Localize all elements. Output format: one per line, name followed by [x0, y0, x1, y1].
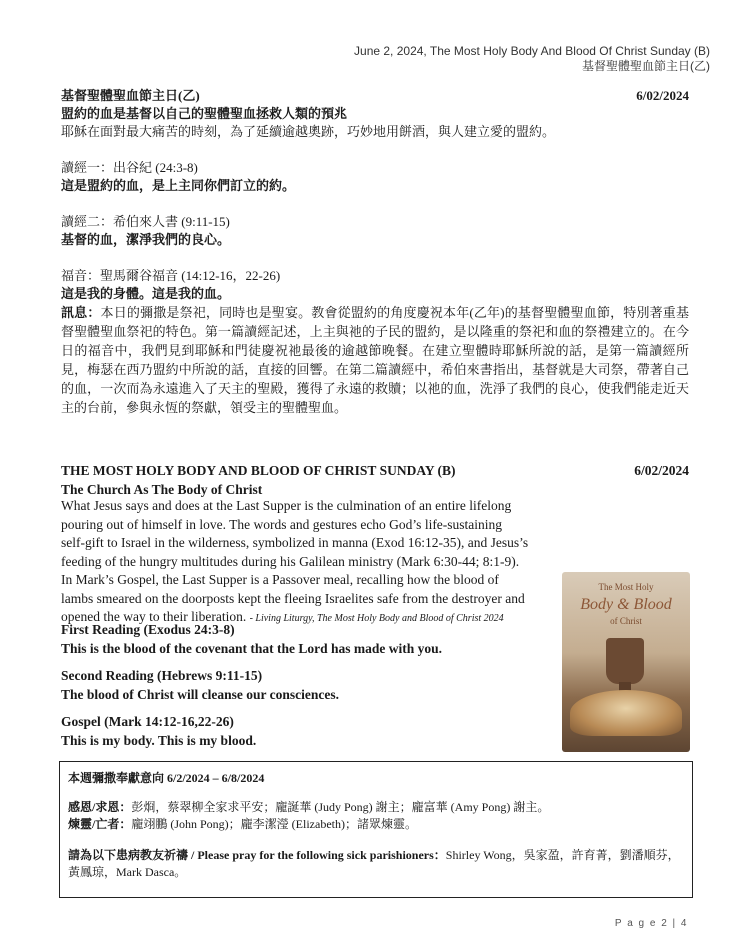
chinese-message [61, 303, 689, 417]
chinese-message-text: 本日的彌撒是祭祀，同時也是聖宴。教會從盟約的角度慶祝本年(乙年)的基督聖體聖血節，特別著重基督聖體聖血祭祀的特色。第一篇讀經記述，上主與祂的子民的盟約，是以隆重的祭祀和血的祭禮建立的。在今日的福音中，我們見到耶穌和門徒慶祝祂最後的逾越節晚餐。在建立聖體時耶穌所說的話，是第一篇讀經所見，梅瑟在西乃盟約中所說的話，直接的回響。在第二篇讀經中，希伯來書指出，基督就是大司祭，帶著自己的血，一次而為永遠進入了天主的聖殿，獲得了永遠的救贖；以祂的血，洗淨了我們的良心，使我們能走近天主的台前，參與永恆的祭獻，領受主的聖體聖血。 [61, 305, 689, 415]
chinese-title: 基督聖體聖血節主日(乙) [61, 88, 200, 103]
english-citation: - Living Liturgy, The Most Holy Body and Blood of Christ 2024 [249, 613, 504, 624]
sick-text: Shirley Wong，吳家盈，許育菁，劉潘順芬，黃鳳琼，Mark Dasca。 [68, 848, 680, 879]
chinese-reading2-label: 讀經二：希伯來人書 (9:11-15) [61, 214, 230, 229]
souls-label: 煉靈/亡者： [68, 817, 132, 831]
english-reading2-label: Second Reading (Hebrews 9:11-15) [61, 668, 263, 683]
english-reading1-label: First Reading (Exodus 24:3-8) [61, 622, 235, 637]
thanks-text: 彭烱，蔡翠柳全家求平安；龐誕華 (Judy Pong) 謝主；龐富華 (Amy Pong) 謝主。 [131, 800, 550, 814]
chinese-reading1-text: 這是盟約的血，是上主同你們訂立的約。 [61, 178, 296, 193]
chinese-section [61, 87, 689, 417]
mass-intentions-box [59, 761, 693, 898]
chinese-reading2-text: 基督的血，潔淨我們的良心。 [61, 232, 231, 247]
chinese-date: 6/02/2024 [636, 88, 689, 103]
page-number: P a g e 2 | 4 [614, 918, 688, 929]
body-and-blood-illustration [562, 572, 690, 752]
mass-intentions-title: 本週彌撒奉獻意向 6/2/2024 – 6/8/2024 [68, 771, 265, 785]
image-caption-line1: The Most Holy [598, 582, 654, 592]
english-section [61, 462, 689, 499]
english-gospel-text: This is my body. This is my blood. [61, 732, 257, 748]
english-body-text: What Jesus says and does at the Last Supper is the culmination of an entire lifelong pouring out of himself in love. The words and gestures echo God’s life-sustaining self-gift to Israel in the wilderness, symbolized in manna (Exod 16:12-35), and Jesus’s feeding of the hungry multitudes during his Galilean ministry (Mark 6:30-44; 8:1-9). In Mark’s Gospel, the Last Supper is a Passover meal, recalling how the blood of lambs smeared on the doorposts kept the fleeing Israelites safe from the destroyer and opened the way to their liberation. [61, 498, 529, 624]
chinese-intro: 耶穌在面對最大痛苦的時刻，為了延續逾越奧跡，巧妙地用餅酒，與人建立愛的盟約。 [61, 124, 556, 139]
image-caption-line2: Body & Blood [580, 596, 672, 613]
bread-loaf-icon [570, 690, 682, 736]
header-title-english: June 2, 2024, The Most Holy Body And Blood Of Christ Sunday (B) [354, 44, 710, 58]
thanks-line [68, 799, 684, 816]
english-subtitle: The Church As The Body of Christ [61, 481, 263, 497]
english-gospel-label: Gospel (Mark 14:12-16,22-26) [61, 714, 234, 729]
english-date: 6/02/2024 [634, 463, 689, 478]
chinese-gospel-label: 福音：聖馬爾谷福音 (14:12-16，22-26) [61, 268, 281, 283]
chinese-subtitle: 盟約的血是基督以自己的聖體聖血拯救人類的預兆 [61, 106, 348, 121]
english-reading1-text: This is the blood of the covenant that the Lord has made with you. [61, 640, 443, 656]
chinese-reading1-label: 讀經一：出谷紀 (24:3-8) [61, 160, 198, 175]
souls-text: 龐翊鵬 (John Pong)；龐李潔瀅 (Elizabeth)；諸眾煉靈。 [131, 817, 417, 831]
header-title-chinese: 基督聖體聖血節主日(乙) [582, 59, 710, 73]
image-caption-line3: of Christ [610, 616, 642, 626]
chinese-message-label: 訊息： [61, 305, 101, 320]
chalice-icon [606, 638, 644, 684]
english-reading2-text: The blood of Christ will cleanse our consciences. [61, 686, 339, 702]
souls-line [68, 816, 684, 833]
thanks-label: 感恩/求恩： [68, 800, 132, 814]
english-title: THE MOST HOLY BODY AND BLOOD OF CHRIST SUNDAY (B) [61, 463, 456, 478]
sick-label: 請為以下患病教友祈禱 / Please pray for the following sick parishioners： [68, 848, 446, 862]
chinese-gospel-text: 這是我的身體。這是我的血。 [61, 286, 231, 301]
sick-line [68, 847, 684, 881]
